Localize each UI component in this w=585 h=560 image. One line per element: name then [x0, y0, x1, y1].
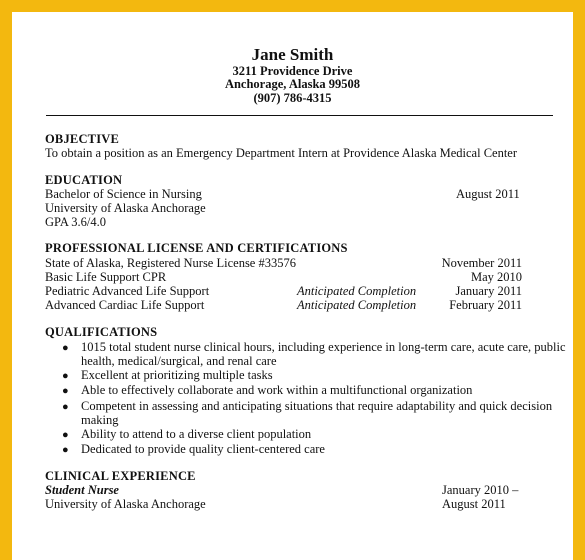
address-line-2: Anchorage, Alaska 99508 — [224, 77, 361, 91]
qualification-item: Excellent at prioritizing multiple tasks — [81, 368, 273, 382]
qualification-item: 1015 total student nurse clinical hours, including experience in long-term care, acute care, public — [81, 340, 566, 354]
bullet-icon: ● — [62, 444, 69, 456]
clinical-date-end: August 2011 — [442, 497, 506, 511]
licenses-heading: PROFESSIONAL LICENSE AND CERTIFICATIONS — [45, 241, 348, 255]
license-item-date: January 2011 — [455, 284, 522, 298]
clinical-org: University of Alaska Anchorage — [45, 497, 206, 511]
license-item-name: State of Alaska, Registered Nurse License #33576 — [45, 256, 296, 270]
applicant-name: Jane Smith — [251, 45, 334, 64]
license-item-name: Advanced Cardiac Life Support — [45, 298, 205, 312]
bullet-icon: ● — [62, 401, 69, 413]
qualification-item: Ability to attend to a diverse client population — [81, 427, 312, 441]
license-item-date: November 2011 — [441, 256, 522, 270]
header-divider — [46, 115, 553, 116]
license-item-name: Basic Life Support CPR — [45, 270, 167, 284]
qualification-item: Competent in assessing and anticipating situations that require adaptability and quick decision — [81, 399, 553, 413]
phone-number: (907) 786-4315 — [253, 91, 332, 105]
qualification-item: Dedicated to provide quality client-centered care — [81, 442, 325, 456]
license-item-note: Anticipated Completion — [297, 298, 417, 312]
objective-text: To obtain a position as an Emergency Department Intern at Providence Alaska Medical Center — [45, 146, 518, 160]
bullet-icon: ● — [62, 342, 69, 354]
license-item-name: Pediatric Advanced Life Support — [45, 284, 210, 298]
qualification-item: Able to effectively collaborate and work within a multifunctional organization — [81, 383, 473, 397]
bullet-icon: ● — [62, 429, 69, 441]
bullet-icon: ● — [62, 385, 69, 397]
resume-document — [12, 12, 573, 560]
qualification-item-cont: health, medical/surgical, and renal care — [81, 354, 277, 368]
education-date: August 2011 — [456, 187, 520, 201]
education-gpa: GPA 3.6/4.0 — [45, 215, 107, 229]
education-heading: EDUCATION — [45, 173, 123, 187]
license-item-date: February 2011 — [449, 298, 522, 312]
address-line-1: 3211 Providence Drive — [232, 64, 353, 78]
license-item-date: May 2010 — [470, 270, 522, 284]
qualifications-heading: QUALIFICATIONS — [45, 325, 158, 339]
objective-heading: OBJECTIVE — [45, 132, 120, 146]
education-school: University of Alaska Anchorage — [45, 201, 206, 215]
license-item-note: Anticipated Completion — [297, 284, 417, 298]
clinical-role: Student Nurse — [45, 483, 119, 497]
bullet-icon: ● — [62, 370, 69, 382]
education-degree: Bachelor of Science in Nursing — [45, 187, 202, 201]
clinical-date-start: January 2010 – — [442, 483, 519, 497]
clinical-heading: CLINICAL EXPERIENCE — [45, 469, 196, 483]
qualification-item-cont: making — [81, 413, 119, 427]
